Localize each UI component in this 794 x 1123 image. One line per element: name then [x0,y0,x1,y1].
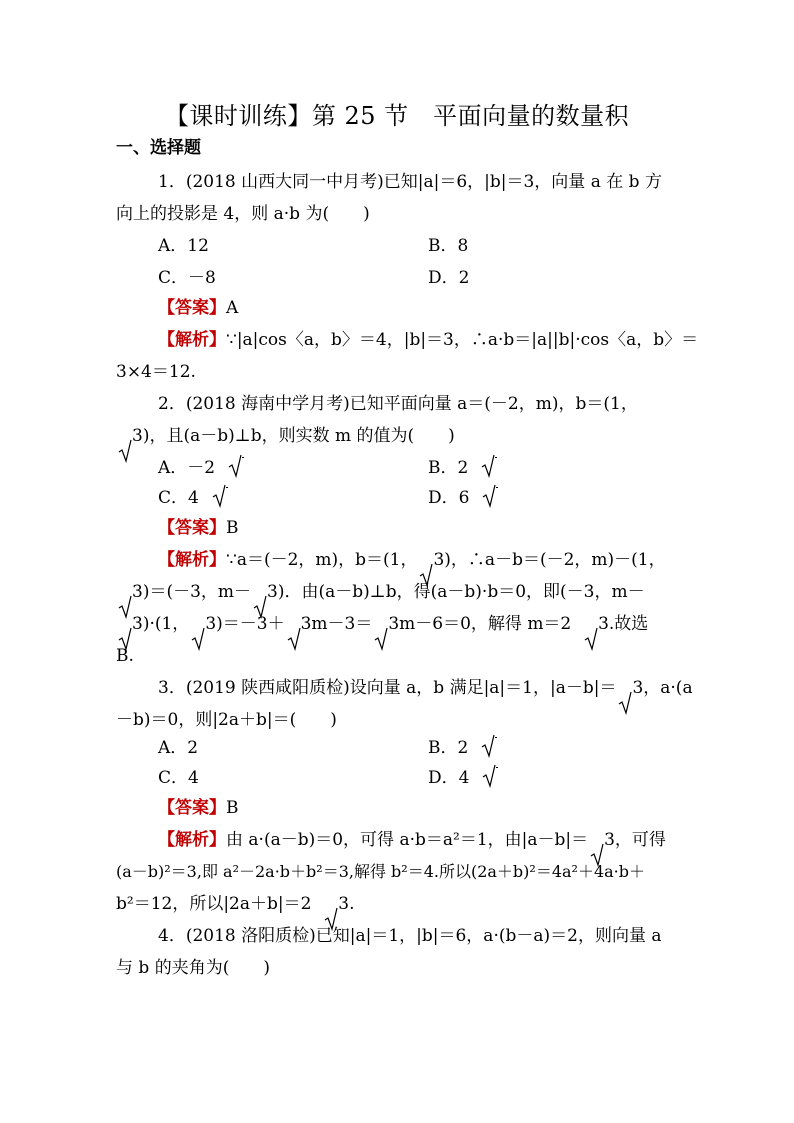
q4-stem-line1: 4．(2018 洛阳质检)已知|a|＝1，|b|＝6，a·(b－a)＝2，则向量 a [158,926,662,946]
answer-label: 【答案】 [158,298,226,318]
q2-stem-line2: 3)，且(a－b)⊥b，则实数 m 的值为( ) [116,424,676,448]
q2-analysis-line3: 3)·(1， 3)＝－3＋ 3m－3＝ 3m－6＝0，解得 m＝2 3.故选 [116,612,676,636]
q1-analysis-line2: 3×4＝12. [116,362,196,382]
page-title: 【课时训练】第 25 节 平面向量的数量积 [164,102,630,130]
q2-option-a: A．－2 [158,456,244,480]
sqrt-symbol [482,486,498,510]
q1-option-a: A．12 [158,236,209,256]
q3-stem-line1: 3．(2019 陕西咸阳质检)设向量 a，b 满足|a|＝1，|a－b|＝ 3，a·(a [158,676,718,700]
q3-analysis-line1: 【解析】由 a·(a－b)＝0，可得 a·b＝a²＝1，由|a－b|＝ 3，可得 [158,828,718,852]
analysis-text: ∵|a|cos〈a，b〉＝4，|b|＝3，∴a·b＝|a||b|·cos〈a，b〉＝ [226,330,699,350]
q1-analysis-line1 [158,328,718,352]
q2-option-c: C．4 [158,486,228,510]
q2-analysis-line2: 3)＝(－3，m－ 3)．由(a－b)⊥b，得(a－b)·b＝0，即(－3，m－ [116,580,676,604]
q3-option-a: A．2 [158,738,199,758]
q2-option-d: D．6 [428,486,498,510]
answer-value: A [226,298,239,318]
analysis-label: 【解析】 [158,830,226,850]
q3-option-c: C．4 [158,768,199,788]
q1-option-c: C．－8 [158,268,216,288]
analysis-label: 【解析】 [158,550,226,570]
section-heading: 一、选择题 [116,138,201,158]
q3-analysis-line3: b²＝12，所以|2a＋b|＝2 3. [116,892,676,916]
q2-analysis-line1: 【解析】∵a＝(－2，m)，b＝(1， 3)，∴a－b＝(－2，m)－(1， [158,548,718,572]
sqrt-symbol [212,486,228,510]
q2-option-b: B．2 [428,456,497,480]
q1-stem-line2: 向上的投影是 4，则 a·b 为( ) [116,204,370,224]
sqrt-symbol [482,766,498,790]
q1-answer [158,296,718,320]
q3-option-d: D．4 [428,766,498,790]
analysis-label: 【解析】 [158,330,226,350]
answer-value: B [226,518,239,538]
sqrt-symbol [228,456,244,480]
q3-option-b: B．2 [428,736,497,760]
q3-analysis-line2: (a－b)²＝3,即 a²－2a·b＋b²＝3,解得 b²＝4.所以(2a＋b)²＝4a²＋4a·b＋ [116,862,646,881]
q3-answer [158,796,718,820]
q1-stem-line1: 1．(2018 山西大同一中月考)已知|a|＝6，|b|＝3，向量 a 在 b 方 [158,172,662,192]
q2-stem-line1: 2．(2018 海南中学月考)已知平面向量 a＝(－2，m)，b＝(1， [158,394,638,414]
q1-option-b: B．8 [428,236,469,256]
q1-option-d: D．2 [428,268,470,288]
sqrt-symbol [481,736,497,760]
q2-answer [158,516,718,540]
q3-stem-line2: －b)＝0，则|2a＋b|＝( ) [116,710,337,730]
sqrt-symbol [481,456,497,480]
answer-value: B [226,798,239,818]
answer-label: 【答案】 [158,798,226,818]
q4-stem-line2: 与 b 的夹角为( ) [116,958,270,978]
q2-analysis-line4: B. [116,646,134,666]
answer-label: 【答案】 [158,518,226,538]
